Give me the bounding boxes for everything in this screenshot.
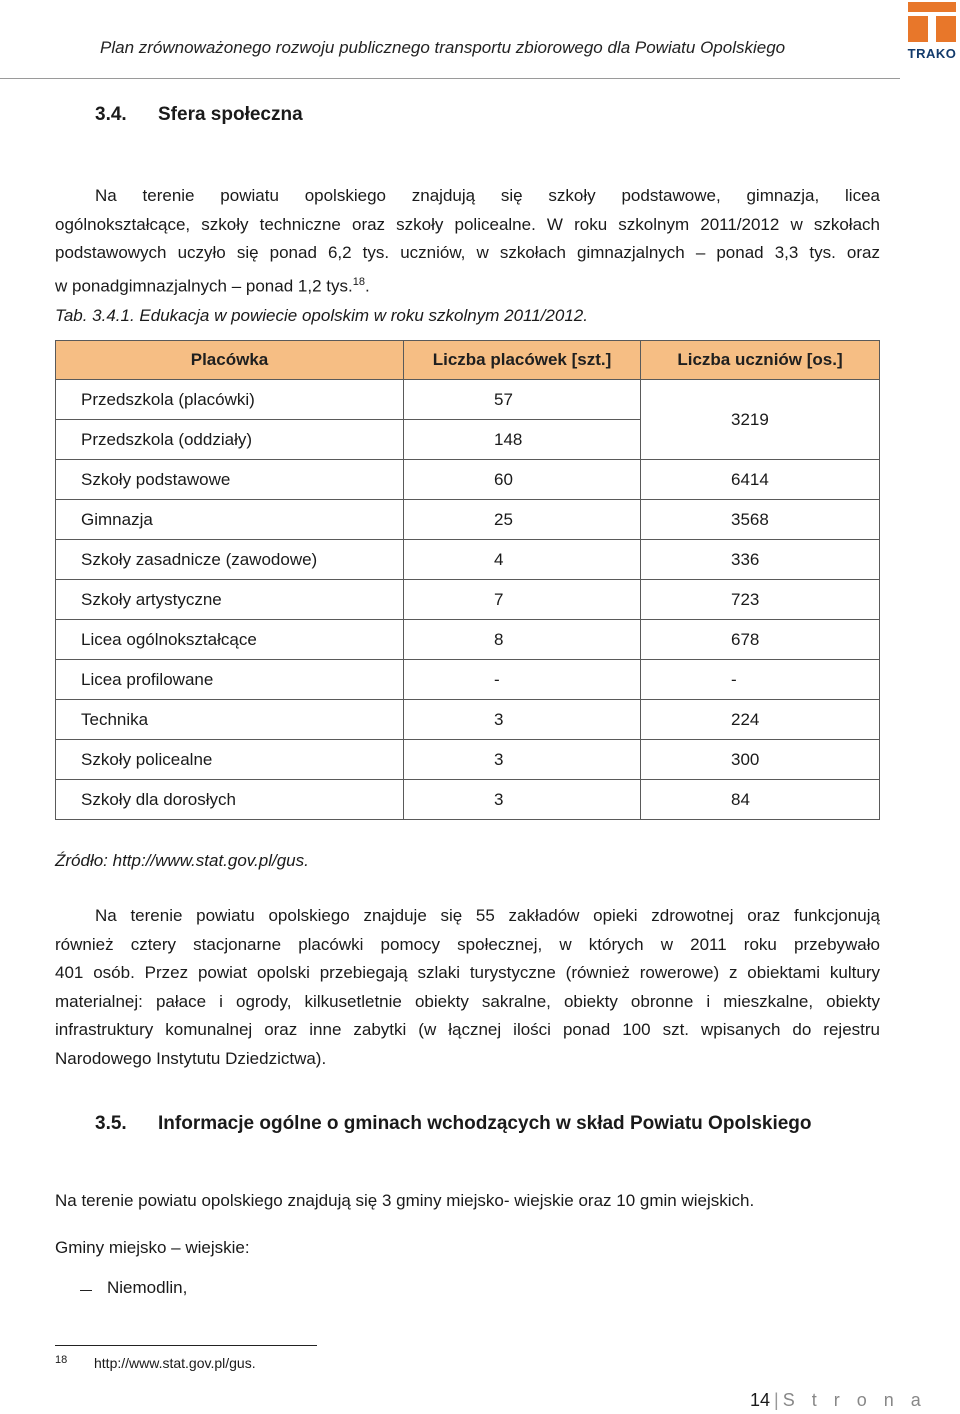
column-header-student-count: Liczba uczniów [os.] bbox=[641, 341, 880, 380]
table-source: Źródło: http://www.stat.gov.pl/gus. bbox=[55, 851, 309, 870]
table-row bbox=[56, 540, 880, 580]
municipalities-paragraph: Na terenie powiatu opolskiego znajdują się 3 gminy miejsko- wiejskie oraz 10 gmin wiejskich. bbox=[55, 1191, 755, 1210]
table-header-row bbox=[56, 341, 880, 380]
table-row bbox=[56, 500, 880, 540]
footnote-number: 18 bbox=[55, 1354, 68, 1366]
facility-name: Szkoły artystyczne bbox=[56, 580, 404, 620]
document-header-title: Plan zrównoważonego rozwoju publicznego transportu zbiorowego dla Powiatu Opolskiego bbox=[100, 38, 786, 57]
list-dash-icon bbox=[80, 1290, 92, 1291]
footnote-reference[interactable]: 18 bbox=[352, 275, 365, 288]
facility-name: Szkoły policealne bbox=[56, 740, 404, 780]
column-header-facility-count: Liczba placówek [szt.] bbox=[404, 341, 641, 380]
paragraph-end: . bbox=[364, 276, 370, 296]
table-row bbox=[56, 620, 880, 660]
paragraph-line: 401 osób. Przez powiat opolski przebiegają szlaki turystyczne (również rowerowe) z obiektami kultury bbox=[55, 963, 880, 982]
student-count: 336 bbox=[641, 540, 880, 580]
page-separator: | bbox=[774, 1390, 779, 1410]
facility-count: 3 bbox=[404, 700, 641, 740]
facility-count: 4 bbox=[404, 540, 641, 580]
paragraph-line: Na terenie powiatu opolskiego znajduje się 55 zakładów opieki zdrowotnej oraz funkcjonują bbox=[95, 906, 880, 925]
facility-name: Szkoły zasadnicze (zawodowe) bbox=[56, 540, 404, 580]
facility-count: 60 bbox=[404, 460, 641, 500]
paragraph-line: podstawowych uczyło się ponad 6,2 tys. uczniów, w szkołach gimnazjalnych – ponad 3,3 tys. oraz bbox=[55, 243, 880, 262]
student-count: 678 bbox=[641, 620, 880, 660]
section-number: 3.5. bbox=[95, 1113, 127, 1134]
facility-name: Przedszkola (placówki) bbox=[56, 380, 404, 420]
page-number-value: 14 bbox=[750, 1390, 771, 1410]
facility-name: Licea ogólnokształcące bbox=[56, 620, 404, 660]
table-row bbox=[56, 700, 880, 740]
section-title: Informacje ogólne o gminach wchodzących w skład Powiatu Opolskiego bbox=[158, 1113, 812, 1134]
table-row bbox=[56, 460, 880, 500]
footnote-text[interactable]: http://www.stat.gov.pl/gus. bbox=[94, 1355, 256, 1371]
table-row bbox=[56, 780, 880, 820]
paragraph-line: Na terenie powiatu opolskiego znajdują się szkoły podstawowe, gimnazja, licea bbox=[95, 186, 880, 205]
facility-count: 3 bbox=[404, 740, 641, 780]
paragraph-line: infrastruktury komunalnej oraz inne zabytki (w łącznej ilości ponad 100 szt. wpisanych do rejestru bbox=[55, 1020, 880, 1039]
logo-wordmark: TRAKO bbox=[907, 46, 957, 61]
facility-name: Licea profilowane bbox=[56, 660, 404, 700]
facility-count: - bbox=[404, 660, 641, 700]
student-count: 723 bbox=[641, 580, 880, 620]
page-number bbox=[750, 1390, 927, 1411]
facility-count: 3 bbox=[404, 780, 641, 820]
paragraph-line: ogólnokształcące, szkoły techniczne oraz szkoły policealne. W roku szkolnym 2011/2012 w szkołach bbox=[55, 214, 880, 234]
list-item: Niemodlin, bbox=[107, 1278, 188, 1297]
student-count: 300 bbox=[641, 740, 880, 780]
student-count: 3219 bbox=[641, 380, 880, 460]
municipalities-subheading: Gminy miejsko – wiejskie: bbox=[55, 1238, 250, 1257]
table-row bbox=[56, 740, 880, 780]
footnote-divider bbox=[55, 1345, 317, 1346]
facility-name: Technika bbox=[56, 700, 404, 740]
page-label: S t r o n a bbox=[782, 1390, 927, 1410]
facility-count: 8 bbox=[404, 620, 641, 660]
table-caption: Tab. 3.4.1. Edukacja w powiecie opolskim w roku szkolnym 2011/2012. bbox=[55, 306, 588, 325]
paragraph-line: materialnej: pałace i ogrody, kilkusetletnie obiekty sakralne, obiekty obronne i mieszkalne, obiekty bbox=[55, 991, 880, 1011]
paragraph-line: Narodowego Instytutu Dziedzictwa). bbox=[55, 1048, 327, 1068]
header-divider bbox=[0, 78, 900, 79]
facility-count: 57 bbox=[404, 380, 641, 420]
facility-name: Przedszkola (oddziały) bbox=[56, 420, 404, 460]
trako-logo-icon bbox=[904, 0, 960, 46]
facility-count: 7 bbox=[404, 580, 641, 620]
student-count: - bbox=[641, 660, 880, 700]
facility-name: Gimnazja bbox=[56, 500, 404, 540]
education-table bbox=[55, 340, 880, 820]
table-row bbox=[56, 580, 880, 620]
facility-name: Szkoły podstawowe bbox=[56, 460, 404, 500]
intro-paragraph bbox=[55, 182, 880, 301]
facility-count: 25 bbox=[404, 500, 641, 540]
paragraph-line: również cztery stacjonarne placówki pomocy społecznej, w których w 2011 roku przebywało bbox=[55, 934, 880, 954]
student-count: 3568 bbox=[641, 500, 880, 540]
section-number: 3.4. bbox=[95, 104, 127, 125]
student-count: 84 bbox=[641, 780, 880, 820]
column-header-facility: Placówka bbox=[56, 341, 404, 380]
student-count: 224 bbox=[641, 700, 880, 740]
table-row bbox=[56, 660, 880, 700]
table-row bbox=[56, 380, 880, 420]
paragraph-line: w ponadgimnazjalnych – ponad 1,2 tys. bbox=[55, 276, 353, 296]
facility-name: Szkoły dla dorosłych bbox=[56, 780, 404, 820]
student-count: 6414 bbox=[641, 460, 880, 500]
section-title: Sfera społeczna bbox=[158, 104, 303, 125]
health-tourism-paragraph bbox=[55, 902, 880, 1073]
facility-count: 148 bbox=[404, 420, 641, 460]
